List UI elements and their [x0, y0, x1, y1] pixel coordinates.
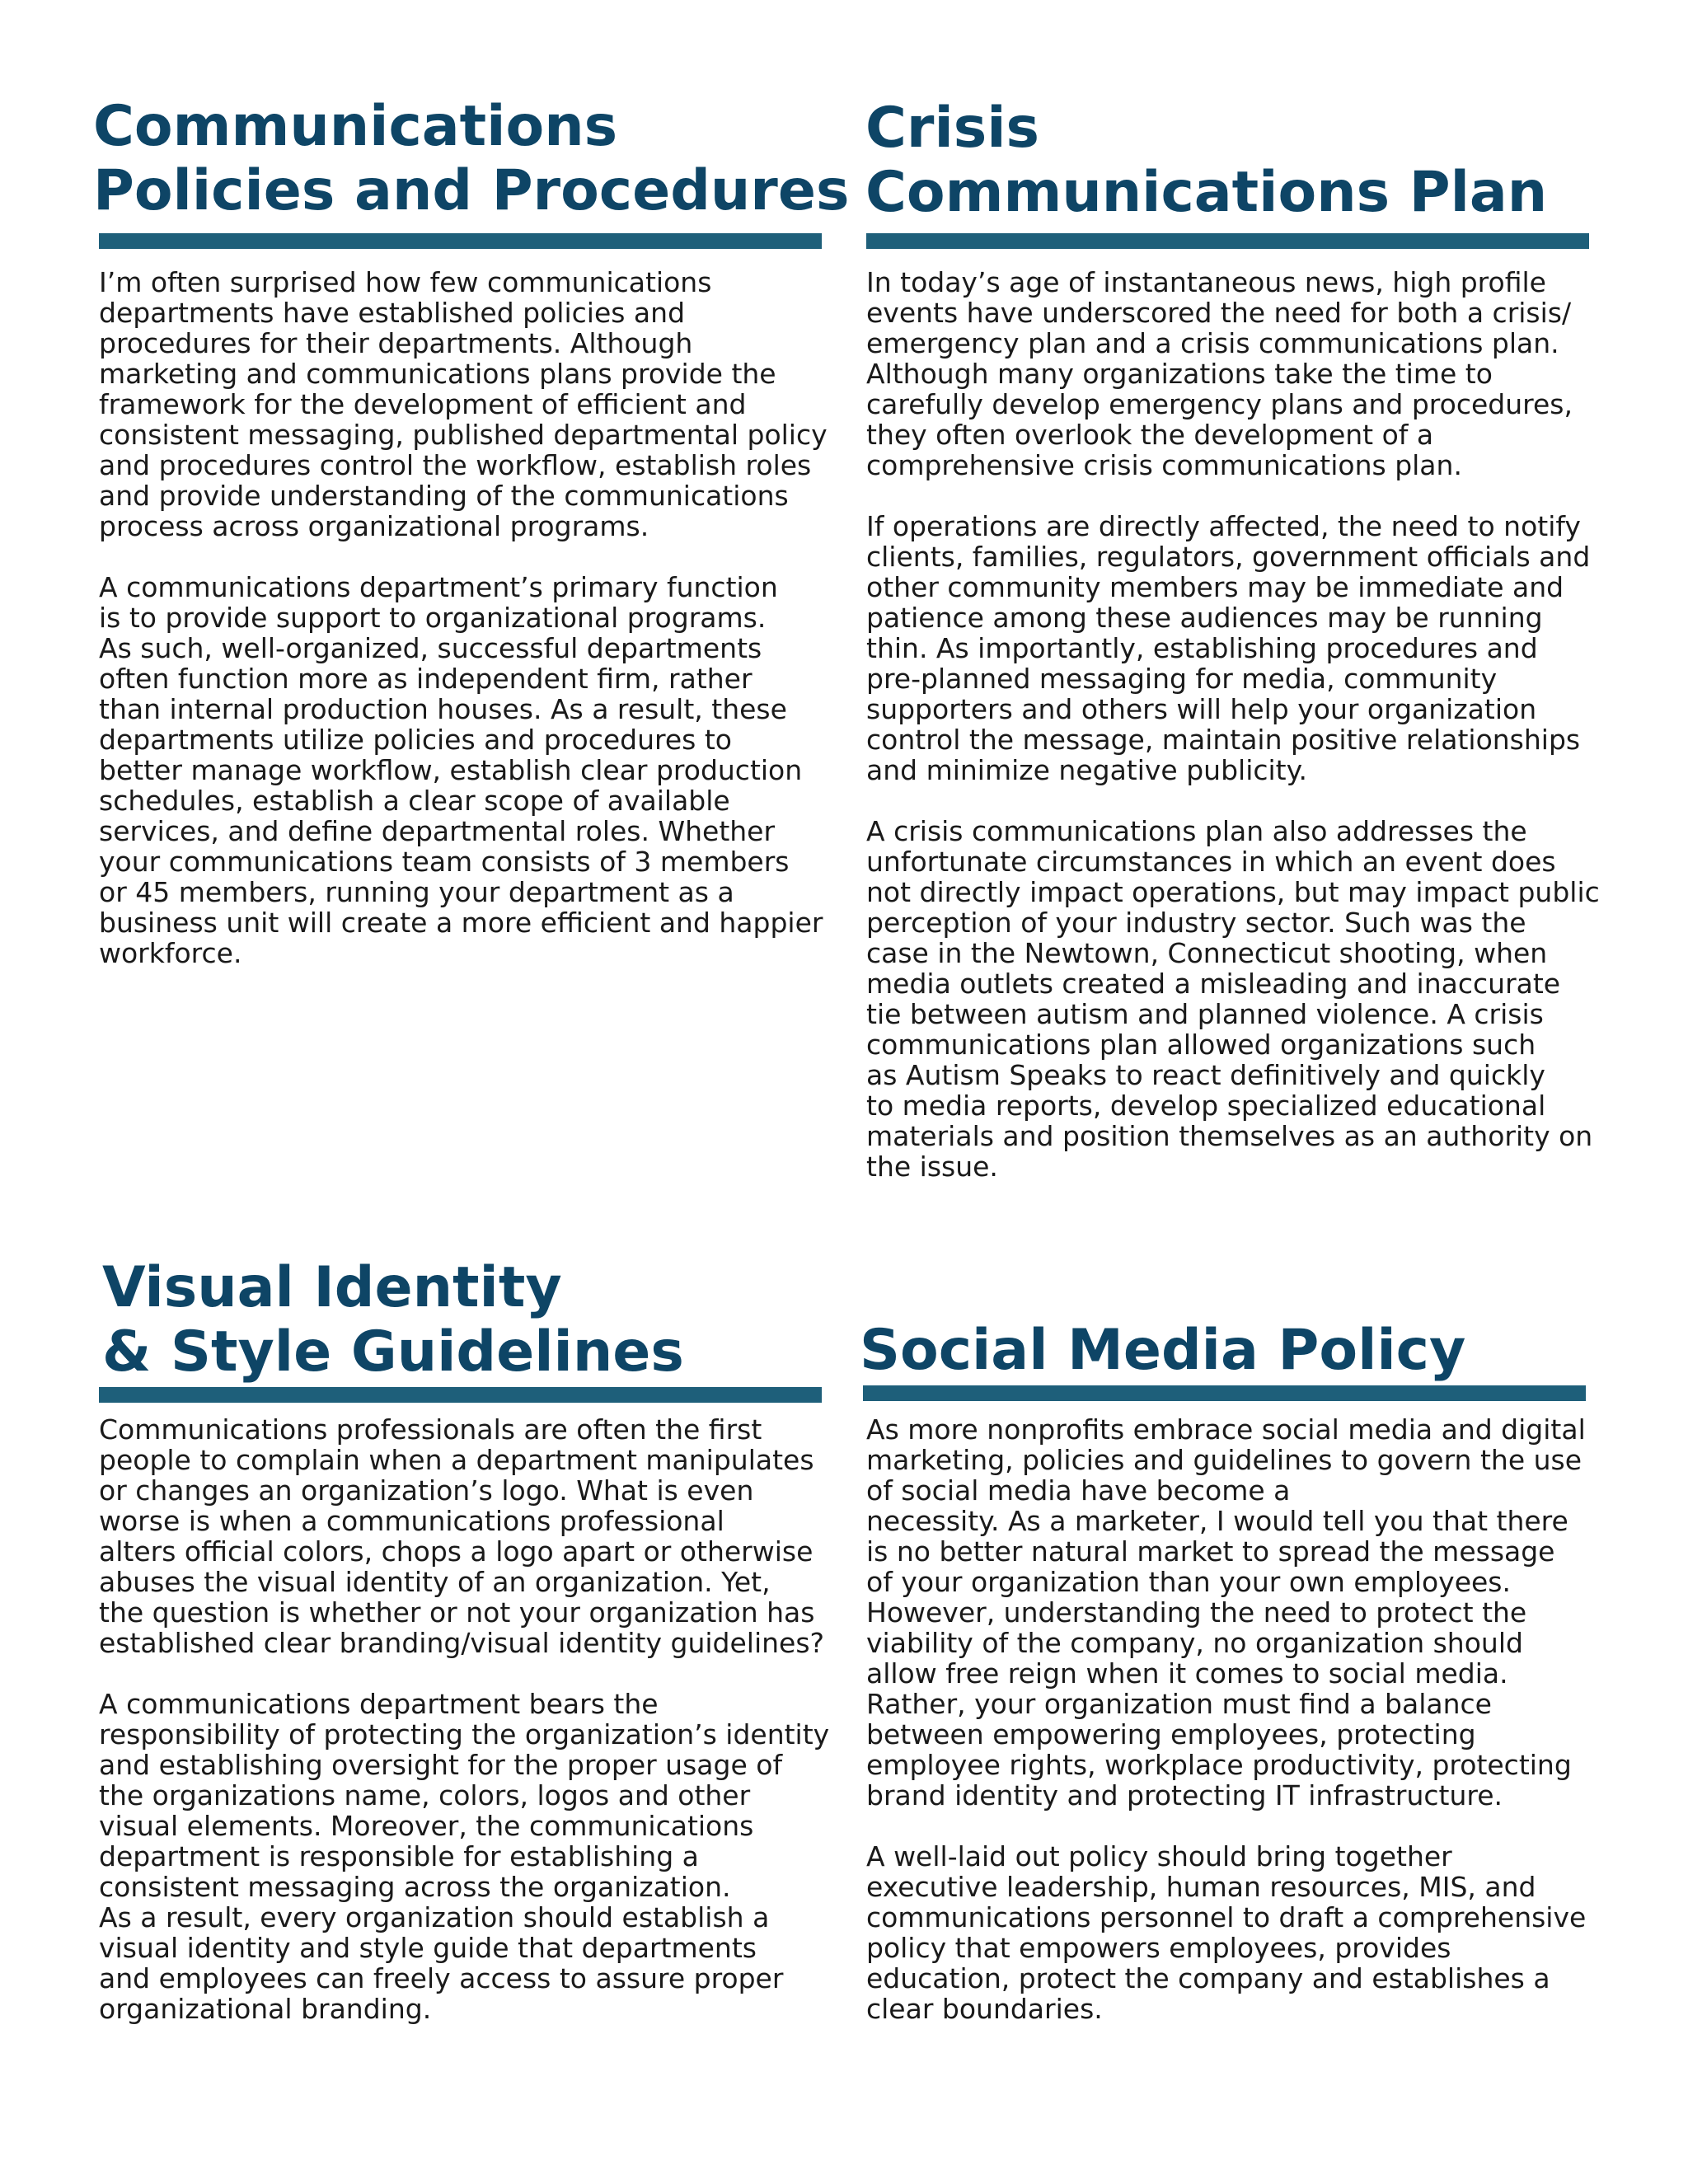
section-body	[99, 266, 828, 969]
text-line: A communications department’s primary function	[99, 571, 778, 603]
text-line: pre-planned messaging for media, community	[866, 663, 1498, 695]
section-crisis-communications	[865, 96, 1607, 225]
paragraph	[866, 267, 1608, 480]
section-rule	[99, 233, 822, 249]
text-line: emergency plan and a crisis communications plan.	[866, 327, 1559, 359]
text-line: visual identity and style guide that departments	[99, 1932, 757, 1964]
paragraph	[99, 572, 824, 968]
text-line: not directly impact operations, but may impact public	[866, 876, 1600, 908]
text-line: patience among these audiences may be running	[866, 602, 1543, 634]
text-line: to media reports, develop specialized educational	[866, 1090, 1546, 1122]
text-line: In today’s age of instantaneous news, high profile	[866, 266, 1546, 298]
section-body	[99, 1413, 830, 2025]
text-line: business unit will create a more efficient and happier	[99, 907, 823, 939]
text-line: alters official colors, chops a logo apart or otherwise	[99, 1535, 814, 1568]
paragraph	[99, 1688, 830, 2025]
text-line: clients, families, regulators, government officials and	[866, 541, 1591, 573]
text-line: communications personnel to draft a comprehensive	[866, 1901, 1587, 1933]
text-line: executive leadership, human resources, MIS, and	[866, 1871, 1536, 1903]
text-line: other community members may be immediate and	[866, 571, 1564, 603]
text-line: supporters and others will help your organization	[866, 693, 1537, 725]
text-line: necessity. As a marketer, I would tell you that there	[866, 1505, 1568, 1537]
text-line: people to complain when a department manipulates	[99, 1444, 814, 1476]
text-line: and procedures control the workflow, establish roles	[99, 449, 812, 481]
paragraph	[99, 1414, 824, 1658]
text-line: media outlets created a misleading and inaccurate	[866, 968, 1561, 1000]
text-line: Rather, your organization must find a balance	[866, 1688, 1492, 1720]
text-line: is to provide support to organizational programs.	[99, 602, 767, 634]
text-line: or changes an organization’s logo. What is even	[99, 1474, 754, 1507]
text-line: or 45 members, running your department as a	[99, 876, 734, 908]
section-communications-policies	[93, 94, 850, 223]
text-line: framework for the development of efficient and	[99, 388, 747, 420]
section-title	[102, 1256, 828, 1385]
text-line: However, understanding the need to protect the	[866, 1596, 1527, 1629]
text-line: services, and define departmental roles. Whether	[99, 815, 776, 847]
text-line: unfortunate circumstances in which an event does	[866, 846, 1556, 878]
text-line: allow free reign when it comes to social media.	[866, 1657, 1508, 1690]
paragraph	[99, 266, 828, 542]
title-line: Communications	[93, 94, 618, 159]
text-line: of your organization than your own employees.	[866, 1566, 1511, 1598]
text-line: process across organizational programs.	[99, 510, 649, 542]
text-line: materials and position themselves as an authority on	[866, 1120, 1593, 1152]
text-line: case in the Newtown, Connecticut shooting, when	[866, 937, 1548, 969]
text-line: A well-laid out policy should bring together	[866, 1840, 1452, 1872]
section-body	[866, 1414, 1608, 2024]
text-line: organizational branding.	[99, 1993, 432, 2025]
section-body	[866, 267, 1608, 1182]
text-line: schedules, establish a clear scope of available	[99, 785, 730, 817]
text-line: abuses the visual identity of an organization. Yet,	[99, 1566, 771, 1598]
text-line: established clear branding/visual identity guidelines?	[99, 1627, 825, 1659]
text-line: departments utilize policies and procedures to	[99, 724, 732, 756]
text-line: marketing, policies and guidelines to govern the use	[866, 1444, 1582, 1476]
text-line: employee rights, workplace productivity, protecting	[866, 1749, 1572, 1781]
text-line: education, protect the company and establishes a	[866, 1962, 1550, 1994]
text-line: A communications department bears the	[99, 1688, 659, 1720]
text-line: and establishing oversight for the proper usage of	[99, 1749, 783, 1781]
paragraph	[866, 816, 1608, 1182]
section-title	[860, 1319, 1601, 1383]
title-line: Policies and Procedures	[93, 158, 850, 223]
text-line: the organizations name, colors, logos and other	[99, 1779, 751, 1811]
text-line: events have underscored the need for both a crisis/	[866, 297, 1572, 329]
text-line: As more nonprofits embrace social media and digital	[866, 1413, 1586, 1446]
text-line: between empowering employees, protecting	[866, 1718, 1476, 1750]
title-line: Visual Identity	[102, 1255, 562, 1320]
section-rule	[99, 1387, 822, 1403]
text-line: responsibility of protecting the organization’s identity	[99, 1718, 830, 1750]
text-line: the issue.	[866, 1151, 998, 1183]
text-line: control the message, maintain positive relationships	[866, 724, 1581, 756]
text-line: consistent messaging across the organization.	[99, 1871, 731, 1903]
text-line: departments have established policies and	[99, 297, 686, 329]
text-line: carefully develop emergency plans and procedures,	[866, 388, 1573, 420]
text-line: thin. As importantly, establishing procedures and	[866, 632, 1538, 664]
section-visual-identity	[102, 1256, 828, 1385]
text-line: and provide understanding of the communications	[99, 480, 789, 512]
text-line: better manage workflow, establish clear production	[99, 754, 803, 786]
paragraph	[866, 1841, 1608, 2024]
paragraph	[866, 1414, 1608, 1811]
text-line: A crisis communications plan also addresses the	[866, 815, 1527, 847]
text-line: If operations are directly affected, the need to notify	[866, 510, 1581, 542]
section-title	[93, 94, 850, 223]
section-social-media	[860, 1319, 1601, 1383]
text-line: of social media have become a	[866, 1474, 1291, 1507]
paragraph	[866, 511, 1608, 785]
text-line: viability of the company, no organization should	[866, 1627, 1523, 1659]
text-line: is no better natural market to spread the message	[866, 1535, 1555, 1568]
title-line: & Style Guidelines	[102, 1319, 684, 1385]
text-line: I’m often surprised how few communications	[99, 266, 712, 298]
text-line: and minimize negative publicity.	[866, 754, 1307, 786]
text-line: worse is when a communications professional	[99, 1505, 724, 1537]
text-line: visual elements. Moreover, the communications	[99, 1810, 754, 1842]
text-line: often function more as independent firm, rather	[99, 663, 753, 695]
text-line: policy that empowers employees, provides	[866, 1932, 1451, 1964]
text-line: tie between autism and planned violence. A crisis	[866, 998, 1544, 1030]
text-line: they often overlook the development of a	[866, 419, 1434, 451]
section-rule	[866, 233, 1589, 249]
text-line: procedures for their departments. Although	[99, 327, 693, 359]
text-line: marketing and communications plans provide the	[99, 358, 776, 390]
text-line: as Autism Speaks to react definitively and quickly	[866, 1059, 1545, 1091]
title-line: Communications Plan	[865, 160, 1548, 225]
text-line: clear boundaries.	[866, 1993, 1103, 2025]
section-title	[865, 96, 1607, 225]
text-line: As a result, every organization should establish a	[99, 1901, 770, 1933]
text-line: than internal production houses. As a result, these	[99, 693, 787, 725]
text-line: department is responsible for establishing a	[99, 1840, 699, 1872]
text-line: Although many organizations take the time to	[866, 358, 1493, 390]
text-line: Communications professionals are often the first	[99, 1413, 762, 1446]
text-line: communications plan allowed organizations such	[866, 1029, 1536, 1061]
text-line: As such, well-organized, successful departments	[99, 632, 762, 664]
text-line: workforce.	[99, 937, 242, 969]
section-rule	[863, 1385, 1586, 1401]
text-line: perception of your industry sector. Such was the	[866, 907, 1526, 939]
text-line: and employees can freely access to assure proper	[99, 1962, 784, 1994]
text-line: the question is whether or not your organization has	[99, 1596, 815, 1629]
text-line: brand identity and protecting IT infrastructure.	[866, 1779, 1503, 1811]
title-line: Crisis	[865, 96, 1040, 161]
text-line: consistent messaging, published departmental policy	[99, 419, 828, 451]
text-line: comprehensive crisis communications plan.	[866, 449, 1462, 481]
text-line: your communications team consists of 3 members	[99, 846, 790, 878]
title-line: Social Media Policy	[860, 1318, 1466, 1383]
